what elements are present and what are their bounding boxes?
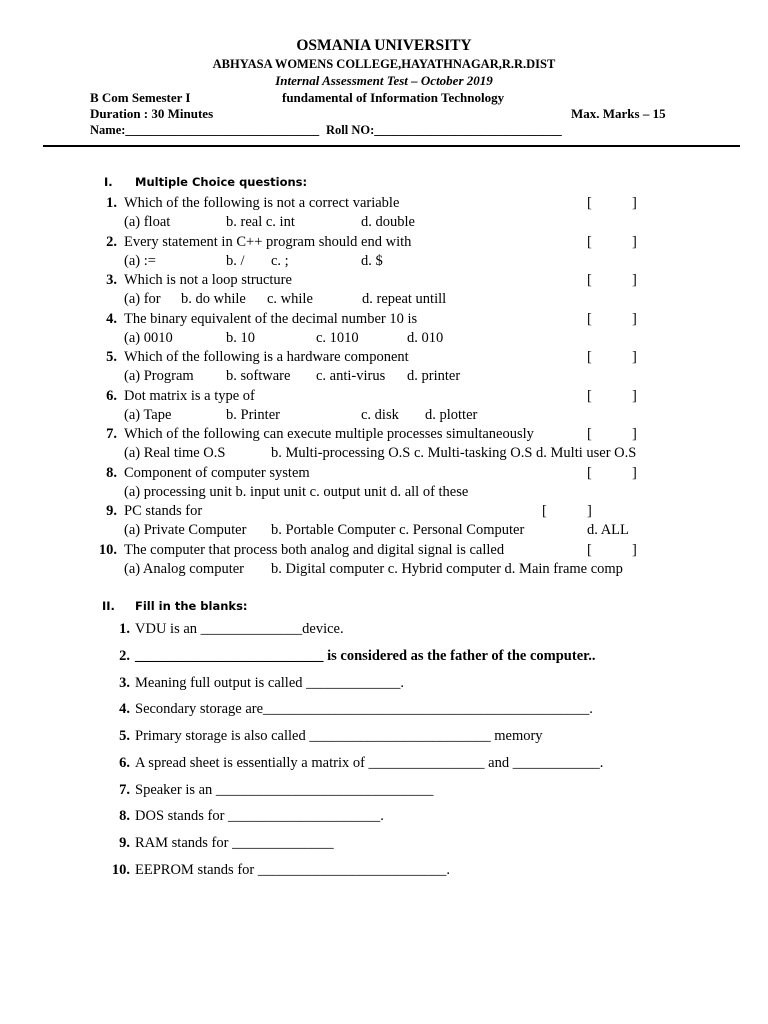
answer-bracket-open: [ [587,234,592,250]
answer-bracket-open: [ [587,311,592,327]
option-text: c. while [267,291,313,307]
question-number: 4. [106,311,117,327]
option-text: (a) Program [124,368,194,384]
item-number: 4. [119,701,130,717]
answer-bracket-close: ] [632,542,637,558]
question-number: 6. [106,388,117,404]
option-text: c. disk [361,407,399,423]
option-text: b. do while [181,291,246,307]
answer-bracket-open: [ [587,426,592,442]
option-text: (a) float [124,214,171,230]
option-text: d. ALL [587,522,629,538]
answer-bracket-close: ] [632,195,637,211]
option-text: d. printer [407,368,461,384]
question-number: 5. [106,349,117,365]
max-marks-label: Max. Marks – 15 [571,106,666,121]
item-number: 8. [119,808,130,824]
item-text: A spread sheet is essentially a matrix of ________________ and ____________. [135,755,604,771]
question-number: 10. [98,542,117,558]
section-1-title: Multiple Choice questions: [135,175,308,189]
question-text: The binary equivalent of the decimal number 10 is [124,311,418,327]
section-1-number: I. [104,175,113,189]
option-text: b. Multi-processing O.S c. Multi-tasking O.S d. Multi user O.S [271,445,637,461]
answer-bracket-close: ] [632,311,637,327]
question-text: Which of the following can execute multiple processes simultaneously [124,426,534,442]
option-text: (a) processing unit b. input unit c. output unit d. all of these [124,484,469,500]
option-text: b. software [226,368,291,384]
question-number: 9. [106,503,117,519]
question-number: 8. [106,465,117,481]
question-text: Which of the following is a hardware component [124,349,409,365]
university-title: OSMANIA UNIVERSITY [296,37,472,54]
answer-bracket-open: [ [587,349,592,365]
answer-bracket-close: ] [587,503,592,519]
item-number: 3. [119,675,130,691]
answer-bracket-close: ] [632,234,637,250]
header-divider [43,145,740,147]
option-text: d. 010 [407,330,444,346]
question-text: Component of computer system [124,465,310,481]
answer-bracket-open: [ [587,542,592,558]
option-text: b. Portable Computer c. Personal Computer [271,522,525,538]
option-text: d. plotter [425,407,478,423]
option-text: b. real c. int [226,214,295,230]
section-2-number: II. [102,599,115,613]
answer-bracket-close: ] [632,349,637,365]
question-text: Dot matrix is a type of [124,388,255,404]
duration-label: Duration : 30 Minutes [90,106,214,121]
option-text: (a) := [124,253,156,269]
option-text: (a) for [124,291,161,307]
name-field: Name:_______________________________ [90,123,320,137]
option-text: c. anti-virus [316,368,386,384]
option-text: c. 1010 [316,330,359,346]
item-text: VDU is an ______________device. [135,621,344,637]
option-text: b. 10 [226,330,255,346]
item-text: EEPROM stands for __________________________. [135,862,450,878]
semester-label: B Com Semester I [90,90,191,105]
question-number: 1. [106,195,117,211]
answer-bracket-open: [ [587,465,592,481]
question-text: Which of the following is not a correct variable [124,195,400,211]
item-text: __________________________ is considered as the father of the computer.. [135,648,596,664]
test-title: Internal Assessment Test – October 2019 [275,73,493,88]
item-text: Meaning full output is called _____________. [135,675,405,691]
answer-bracket-close: ] [632,465,637,481]
option-text: d. double [361,214,415,230]
item-number: 2. [119,648,130,664]
question-text: PC stands for [124,503,203,519]
question-text: Every statement in C++ program should end with [124,234,412,250]
option-text: (a) Private Computer [124,522,247,538]
section-2-title: Fill in the blanks: [135,599,248,613]
item-number: 5. [119,728,130,744]
item-number: 6. [119,755,130,771]
option-text: b. Digital computer c. Hybrid computer d. Main frame comp [271,561,623,577]
item-text: RAM stands for ______________ [135,835,334,851]
item-text: Primary storage is also called _________________________ memory [135,728,543,744]
subject-label: fundamental of Information Technology [282,90,505,105]
option-text: b. / [226,253,245,269]
question-number: 3. [106,272,117,288]
answer-bracket-open: [ [587,272,592,288]
option-text: (a) Real time O.S [124,445,226,461]
option-text: (a) 0010 [124,330,173,346]
answer-bracket-close: ] [632,388,637,404]
roll-number-field: Roll NO:______________________________ [326,123,562,137]
question-text: Which is not a loop structure [124,272,292,288]
question-number: 2. [106,234,117,250]
answer-bracket-open: [ [587,388,592,404]
item-number: 1. [119,621,130,637]
item-number: 9. [119,835,130,851]
option-text: (a) Analog computer [124,561,244,577]
option-text: c. ; [271,253,289,269]
college-name: ABHYASA WOMENS COLLEGE,HAYATHNAGAR,R.R.DIST [212,57,556,71]
answer-bracket-open: [ [587,195,592,211]
option-text: d. repeat untill [362,291,447,307]
answer-bracket-close: ] [632,426,637,442]
option-text: (a) Tape [124,407,172,423]
item-text: Secondary storage are_____________________________________________. [135,701,593,717]
answer-bracket-open: [ [542,503,547,519]
item-text: Speaker is an ______________________________ [135,782,434,798]
question-text: The computer that process both analog and digital signal is called [124,542,505,558]
item-text: DOS stands for _____________________. [135,808,384,824]
item-number: 10. [111,862,130,878]
option-text: b. Printer [226,407,280,423]
option-text: d. $ [361,253,383,269]
item-number: 7. [119,782,130,798]
answer-bracket-close: ] [632,272,637,288]
question-number: 7. [106,426,117,442]
